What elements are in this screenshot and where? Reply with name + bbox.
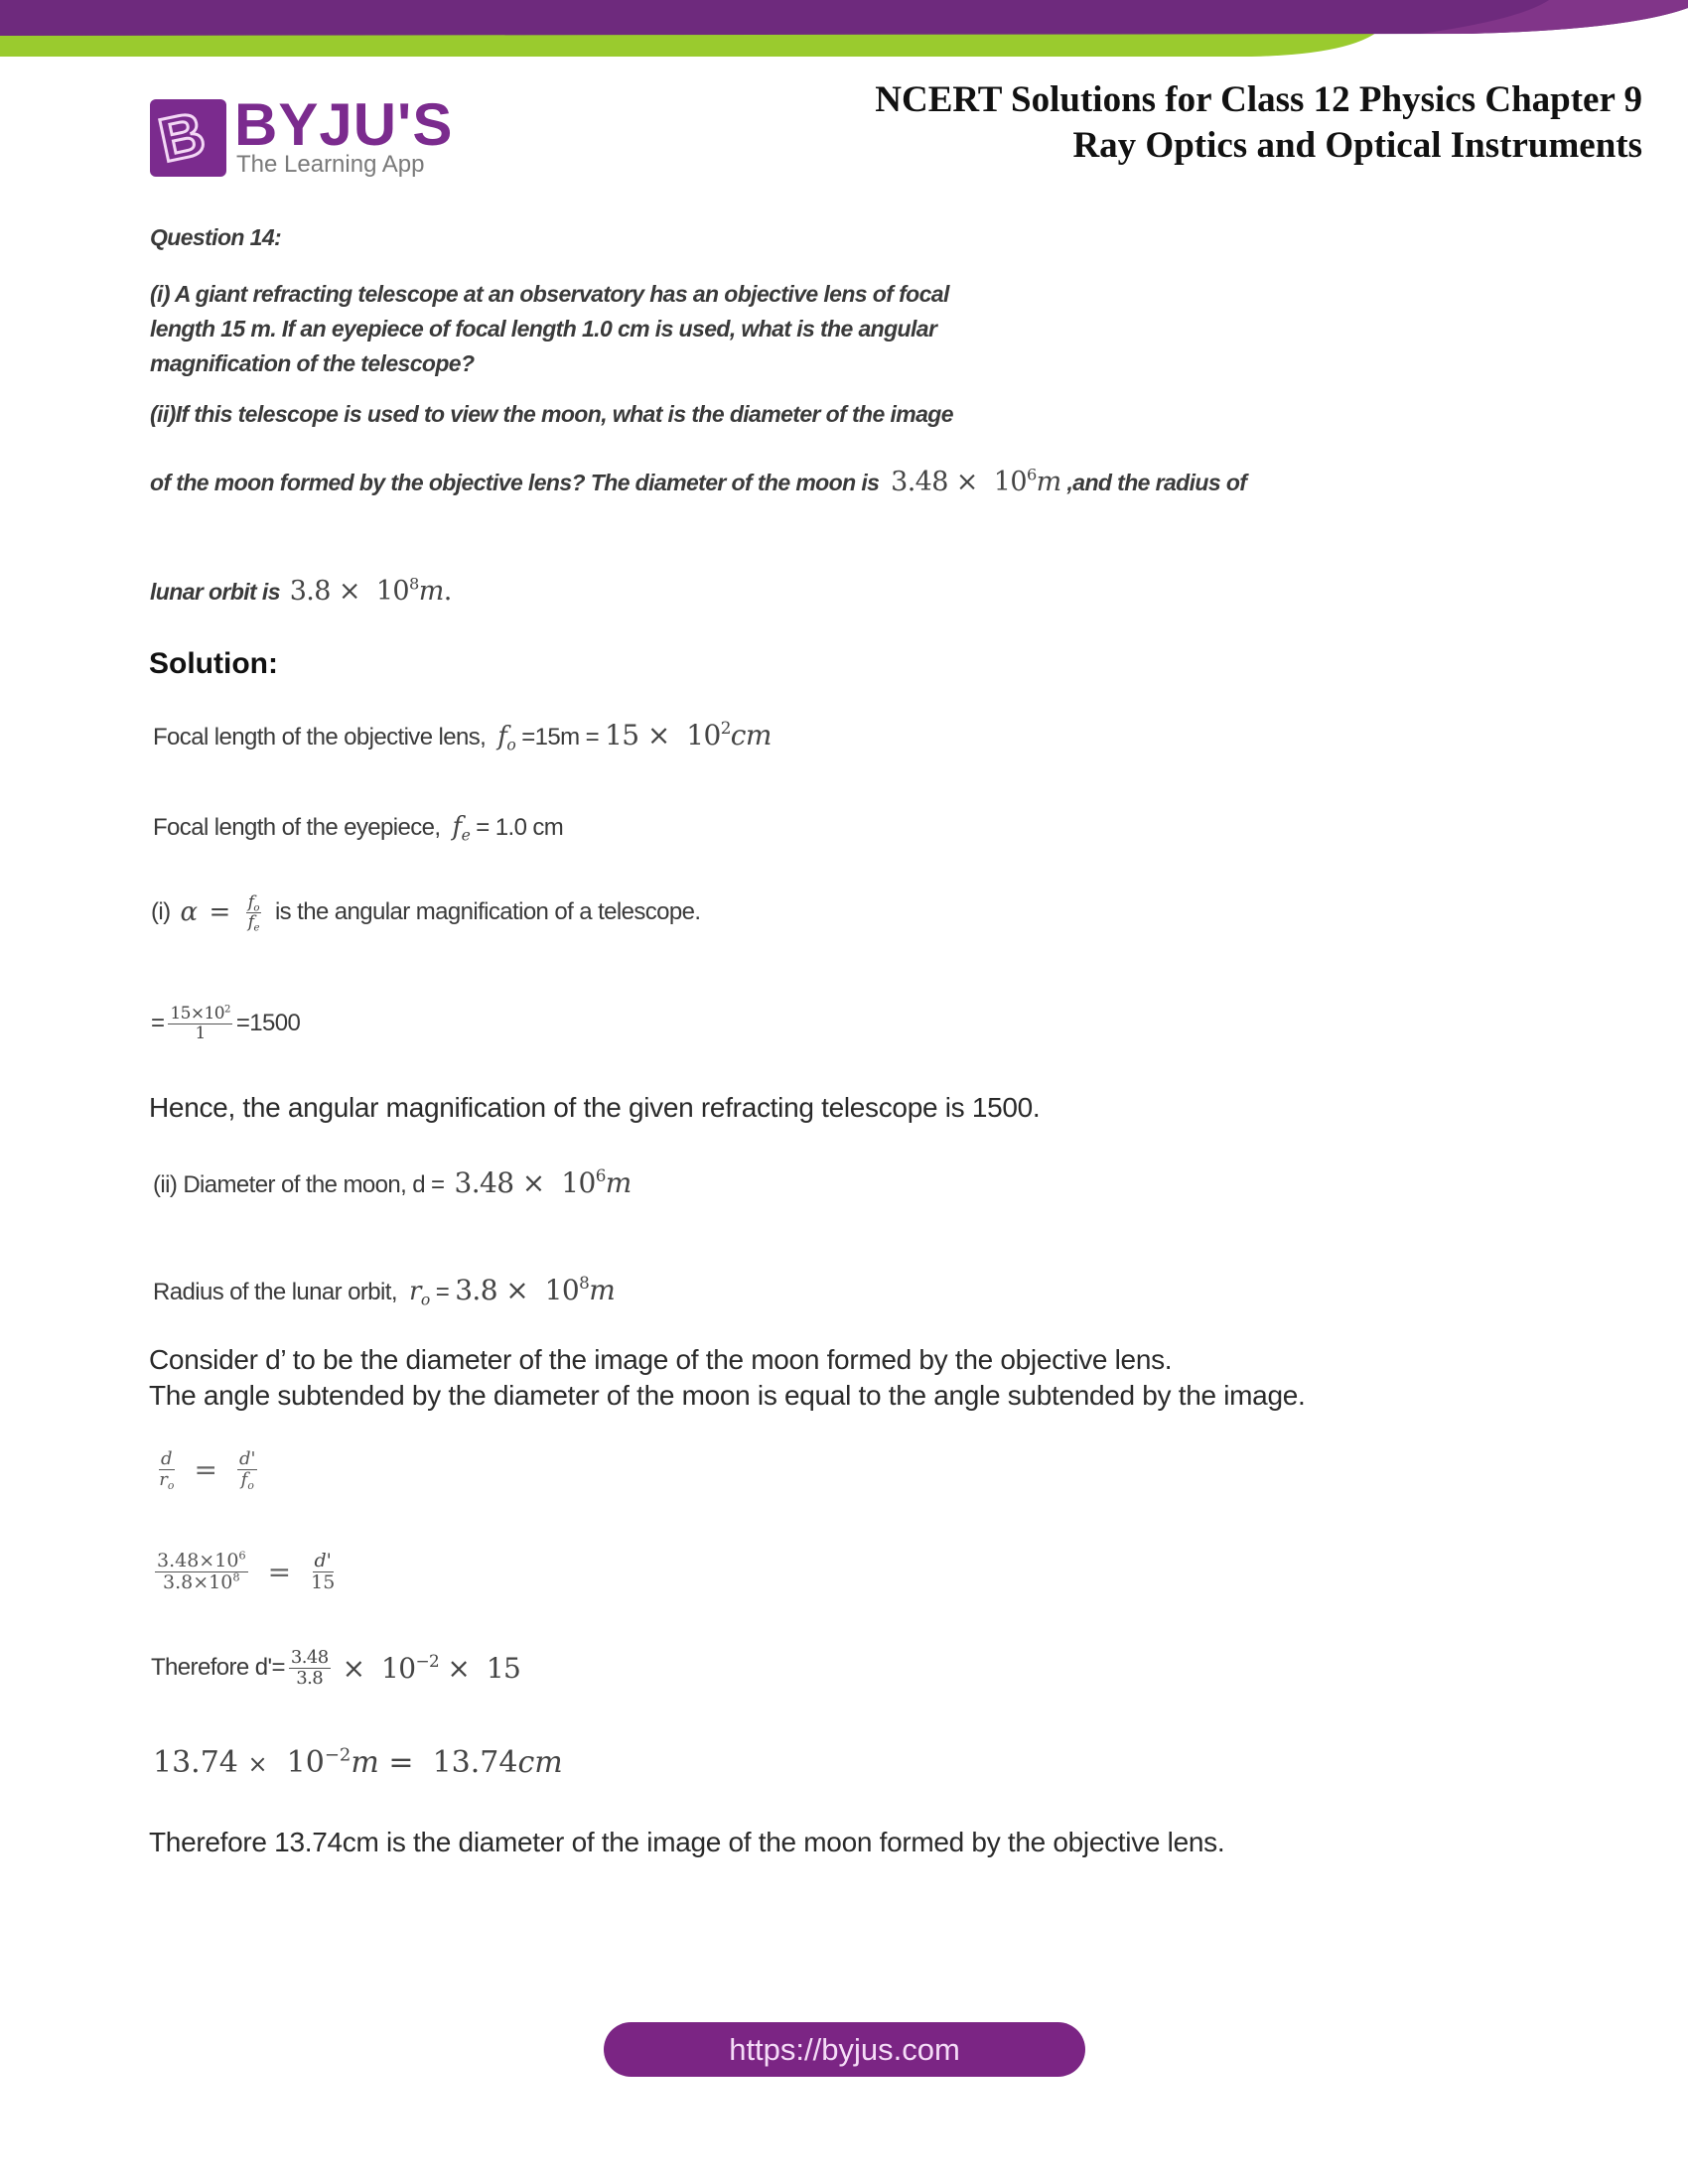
ratio-equation: $\frac{d}{r_o}$ = $\frac{d'}{f_o}$: [159, 1448, 256, 1492]
byjus-tagline: The Learning App: [236, 151, 425, 178]
question-part-ii-line-1: (ii)If this telescope is used to view the moon, what is the diameter of the image: [150, 401, 953, 427]
lunar-orbit-radius: Radius of the lunar orbit, $r_o = 3.8 \times 10^8m$: [153, 1273, 616, 1309]
question-text: ,and the radius of: [1066, 470, 1247, 495]
unit: m: [1036, 467, 1061, 497]
therefore-expression: [151, 1648, 520, 1689]
d-over-ro: $\frac{d}{r_o}$: [159, 1448, 175, 1492]
title-line-1: NCERT Solutions for Class 12 Physics Chapter 9: [875, 79, 1642, 120]
exponent: 8: [408, 574, 419, 594]
question-part-i-line: (i) A giant refracting telescope at an observatory has an objective lens of focal: [150, 281, 949, 307]
fo-expr: $15 \times 10^2cm$: [605, 718, 772, 751]
byjus-logo-mark: [150, 99, 226, 177]
orbit-radius-expr: $3.8 \times 10^8m$.: [289, 574, 452, 607]
period: .: [443, 576, 452, 607]
question-part-i-line: length 15 m. If an eyepiece of focal length 1.0 cm is used, what is the angular: [150, 316, 937, 341]
fo-symbol: $f_o$: [497, 722, 516, 754]
question-text: of the moon formed by the objective lens? The diameter of the moon is: [150, 470, 880, 495]
magnification-formula: [151, 892, 701, 934]
focal-length-eyepiece: [153, 812, 564, 845]
d-expr: $3.48 \times 10^6m$: [454, 1165, 632, 1199]
logo-b-icon: B: [153, 99, 211, 176]
paragraph-line: The angle subtended by the diameter of the moon is equal to the angle subtended by the image.: [149, 1380, 1306, 1411]
ro-expr: $3.8 \times 10^8m$: [455, 1273, 616, 1306]
url-text[interactable]: https://byjus.com: [729, 2031, 960, 2067]
ratio-fraction: $\frac{3.48}{3.8}$: [290, 1647, 329, 1689]
final-conclusion: Therefore 13.74cm is the diameter of the image of the moon formed by the objective lens.: [149, 1827, 1225, 1857]
right-fraction: $\frac{d'}{15}$: [311, 1550, 336, 1593]
calc-fraction: $\frac{15\times 10^2}{1}$: [170, 1004, 230, 1043]
paragraph-line: Consider d’ to be the diameter of the image of the moon formed by the objective lens.: [149, 1344, 1173, 1375]
question-part-i: [150, 277, 949, 381]
label: Radius of the lunar orbit,: [153, 1279, 397, 1305]
label: (ii) Diameter of the moon, d =: [153, 1171, 445, 1198]
conclusion-part-i: Hence, the angular magnification of the given refracting telescope is 1500.: [149, 1092, 1041, 1123]
focal-length-objective: [153, 718, 772, 754]
label: Focal length of the eyepiece,: [153, 814, 441, 841]
fo-value: =15m =: [521, 724, 599, 751]
multiplier-expr: × $10^{-2} \times 15$: [342, 1650, 521, 1685]
title-line-2: Ray Optics and Optical Instruments: [1072, 125, 1642, 166]
document-title: [875, 77, 1642, 169]
header-banner: [0, 0, 1688, 69]
moon-diameter: [153, 1166, 632, 1199]
question-label: Question 14:: [150, 224, 282, 250]
mantissa: 3.8: [289, 576, 331, 607]
byjus-website-link[interactable]: [604, 2022, 1085, 2077]
question-part-ii-line-2: [150, 467, 1246, 497]
label: Focal length of the objective lens,: [153, 724, 487, 751]
fe-symbol: $f_e$: [452, 812, 471, 845]
formula-description: is the angular magnification of a telescope.: [274, 898, 701, 926]
magnification-calculation: = $\frac{15\times 10^2}{1}$ =1500: [151, 1004, 301, 1043]
fe-value: = 1.0 cm: [476, 814, 564, 841]
exponent: 6: [1026, 465, 1037, 484]
result-expression: $13.74 \times 10^{-2}m = 13.74cm$: [153, 1744, 563, 1780]
question-part-ii-line-3: [150, 576, 452, 607]
left-fraction: $\frac{3.48\times 10^6}{3.8\times 10^8}$: [157, 1548, 246, 1593]
unit: m: [418, 576, 444, 607]
ro-symbol: $r_o$: [408, 1277, 430, 1309]
dprime-over-fo: $\frac{d'}{f_o}$: [239, 1448, 256, 1492]
part-label: (i): [151, 898, 171, 926]
question-part-i-line: magnification of the telescope?: [150, 350, 475, 376]
label: Therefore d'=: [151, 1654, 285, 1682]
fo-over-fe: $\frac{f_o}{f_e}$: [247, 892, 259, 934]
solution-heading: Solution:: [149, 647, 278, 680]
byjus-wordmark: BYJU'S: [234, 91, 454, 158]
equals: =: [209, 897, 230, 928]
alpha-symbol: α: [180, 897, 198, 928]
substituted-equation: $\frac{3.48\times 10^6}{3.8\times 10^8}$ = $\frac{d'}{15}$: [157, 1548, 336, 1593]
calc-result: =1500: [235, 1010, 301, 1037]
consider-paragraph: [149, 1342, 1305, 1414]
moon-diameter-expr: $3.48 \times 10^6m$: [891, 465, 1061, 497]
question-text: lunar orbit is: [150, 579, 280, 605]
mantissa: 3.48: [891, 467, 948, 497]
